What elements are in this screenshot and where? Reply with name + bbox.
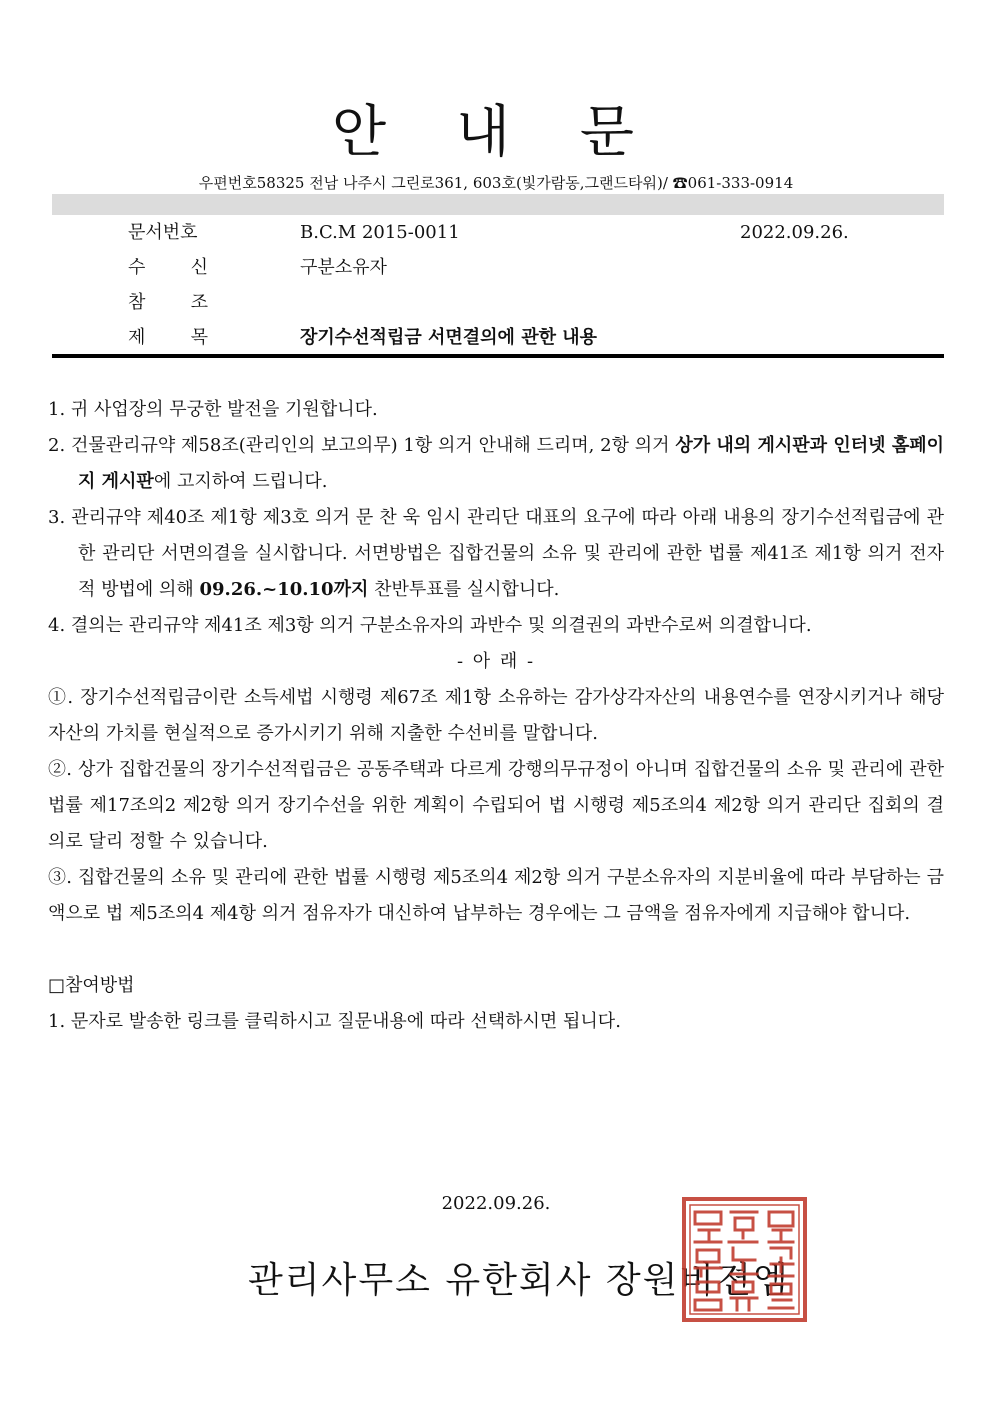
sender-name: 관리사무소 유한회사 장원비젼엠 [248, 1260, 790, 1301]
section-divider-below: - 아 래 - [456, 651, 536, 672]
document-body [48, 392, 944, 1040]
paragraph-2-emphasis: 상가 내의 게시판과 인터넷 홈페이지 게시판 [78, 435, 945, 492]
paragraph-2: 2. 건물관리규약 제58조(관리인의 보고의무) 1항 의거 안내해 드리며, 2항 의거 상가 내의 게시판과 인터넷 홈페이지 게시판에 고지하여 드립니다. [48, 435, 945, 492]
paragraph-4: 4. 결의는 관리규약 제41조 제3항 의거 구분소유자의 과반수 및 의결권의 과반수로써 의결합니다. [48, 615, 812, 636]
header-divider [52, 354, 944, 358]
note-3: ③. 집합건물의 소유 및 관리에 관한 법률 시행령 제5조의4 제2항 의거 구분소유자의 지분비율에 따라 부담하는 금액으로 법 제5조의4 제4항 의거 점유자가 대신하여 납부하는 경우에는 그 금액을 점유자에게 지급해야 합니다. [48, 867, 944, 924]
method-heading: □참여방법 [48, 975, 135, 996]
method-item-1: 1. 문자로 발송한 링크를 클릭하시고 질문내용에 따라 선택하시면 됩니다. [48, 1011, 621, 1032]
subject-row [128, 324, 928, 352]
company-seal-stamp [681, 1196, 808, 1323]
subject-value: 장기수선적립금 서면결의에 관한 내용 [300, 327, 598, 348]
voting-period: 09.26.~10.10까지 [199, 579, 369, 600]
page-title: 안 내 문 [332, 100, 660, 165]
subject-label: 제 목 [128, 327, 208, 348]
reference-label: 참 조 [128, 292, 208, 313]
reference-row [128, 289, 928, 317]
note-2: ②. 상가 집합건물의 장기수선적립금은 공동주택과 다르게 강행의무규정이 아니며 집합건물의 소유 및 관리에 관한 법률 제17조의2 제2항 의거 장기수선을 위한 계획이 수립되어 법 시행령 제5조의4 제2항 의거 관리단 집회의 결의로 달리 정할 수 있습니다. [48, 759, 944, 852]
doc-number-value: B.C.M 2015-0011 [300, 222, 460, 243]
note-1: ①. 장기수선적립금이란 소득세법 시행령 제67조 제1항 소유하는 감가상각자산의 내용연수를 연장시키거나 해당 자산의 가치를 현실적으로 증가시키기 위해 지출한 수선비를 말합니다. [48, 687, 944, 744]
recipient-row [128, 254, 928, 282]
address-line: 우편번호58325 전남 나주시 그린로361, 603호(빛가람동,그랜드타워)/ ☎061-333-0914 [198, 174, 794, 192]
header-band [52, 194, 944, 215]
recipient-label: 수 신 [128, 257, 208, 278]
paragraph-1: 1. 귀 사업장의 무궁한 발전을 기원합니다. [48, 399, 378, 420]
recipient-value: 구분소유자 [300, 257, 387, 278]
doc-number-row [128, 219, 928, 247]
doc-date: 2022.09.26. [740, 222, 849, 243]
signature-date: 2022.09.26. [441, 1193, 551, 1214]
doc-number-label: 문서번호 [128, 222, 198, 243]
spacer [48, 932, 944, 968]
paragraph-3: 3. 관리규약 제40조 제1항 제3호 의거 문 찬 욱 임시 관리단 대표의 요구에 따라 아래 내용의 장기수선적립금에 관한 관리단 서면의결을 실시합니다. 서면방법은 집합건물의 소유 및 관리에 관한 법률 제41조 제1항 의거 전자적 방법에 의해 09.26.~10.10까지 찬반투표를 실시합니다. [48, 507, 944, 600]
